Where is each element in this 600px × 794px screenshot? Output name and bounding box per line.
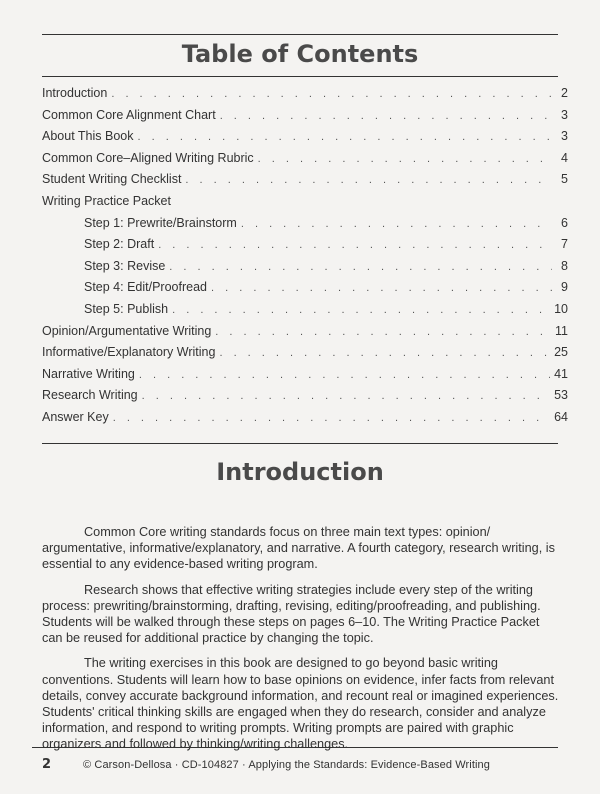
toc-entry-answer-key[interactable]: [42, 410, 568, 432]
toc-entry-alignment-chart[interactable]: [42, 108, 568, 130]
toc-entry-narrative-writing[interactable]: [42, 367, 568, 389]
dot-leader: [158, 239, 552, 251]
dot-leader: [139, 369, 550, 381]
toc-entry-label: Introduction: [42, 86, 108, 100]
toc-entry-informative-writing[interactable]: [42, 345, 568, 367]
toc-section-writing-practice-packet: [42, 194, 568, 216]
intro-body: [42, 524, 562, 762]
dot-leader: [113, 412, 550, 424]
toc-entry-label: About This Book: [42, 129, 134, 144]
toc-entry-step-3[interactable]: [42, 259, 568, 281]
toc-entry-page: 8: [561, 258, 568, 273]
toc-entry-page: 11: [555, 323, 568, 338]
toc-entry-opinion-writing[interactable]: [42, 324, 568, 346]
toc-entry-label: Step 3: Revise: [84, 258, 166, 273]
dot-leader: [111, 88, 552, 100]
dot-leader: [220, 110, 552, 122]
toc-title-rule: [42, 76, 558, 77]
toc-entry-writing-checklist[interactable]: [42, 172, 568, 194]
dot-leader: [142, 390, 550, 402]
toc-entry-step-2[interactable]: [42, 237, 568, 259]
dot-leader: [258, 153, 552, 165]
toc-entry-page: 53: [554, 388, 568, 403]
toc-entry-page: 7: [561, 237, 568, 252]
intro-title: Introduction: [216, 458, 384, 486]
section-divider-rule: [42, 443, 558, 444]
table-of-contents: [42, 86, 568, 432]
dot-leader: [241, 218, 552, 230]
toc-entry-label: Informative/Explanatory Writing: [42, 345, 216, 360]
toc-entry-step-5[interactable]: [42, 302, 568, 324]
toc-entry-label: Step 1: Prewrite/Brainstorm: [84, 215, 237, 230]
toc-entry-label: Narrative Writing: [42, 366, 135, 381]
toc-entry-label: Common Core–Aligned Writing Rubric: [42, 150, 254, 165]
toc-entry-page: 6: [561, 215, 568, 230]
toc-entry-label: Common Core Alignment Chart: [42, 107, 216, 122]
toc-entry-writing-rubric[interactable]: [42, 151, 568, 173]
toc-entry-step-4[interactable]: [42, 280, 568, 302]
dot-leader: [211, 282, 552, 294]
dot-leader: [185, 174, 552, 186]
dot-leader: [219, 347, 550, 359]
toc-entry-page: 10: [554, 301, 568, 316]
toc-entry-page: 9: [561, 280, 568, 295]
toc-entry-page: 4: [561, 150, 568, 165]
toc-entry-step-1[interactable]: [42, 216, 568, 238]
toc-entry-about-this-book[interactable]: [42, 129, 568, 151]
toc-entry-label: Answer Key: [42, 409, 109, 424]
dot-leader: [172, 304, 550, 316]
dot-leader: [138, 131, 553, 143]
toc-section-label: Writing Practice Packet: [42, 193, 171, 208]
toc-entry-research-writing[interactable]: [42, 388, 568, 410]
intro-paragraph: The writing exercises in this book are designed to go beyond basic writing conventions. Students will learn how to base opinions on evidence, infer facts from relevant details, convey accurate background information, and recount real or imagined experiences. Students' critical thinking skills are engaged when they do research, consider and analyze information, and respond to writing prompts. Writing prompts are paired with graphic organizers and followed by thinking/writing challenges.: [42, 656, 559, 752]
toc-entry-label: Step 5: Publish: [84, 301, 169, 316]
toc-entry-page: 41: [554, 366, 568, 381]
page-footer: [42, 757, 490, 772]
intro-paragraph: Common Core writing standards focus on three main text types: opinion/ argumentative, informative/explanatory, and narrative. A fourth category, research writing, is essential to any evidence-based writing program.: [42, 525, 555, 572]
toc-entry-page: 3: [561, 107, 568, 122]
toc-entry-label: Step 2: Draft: [84, 237, 155, 252]
footer-copyright: © Carson-Dellosa · CD-104827 · Applying the Standards: Evidence-Based Writing: [83, 759, 490, 771]
toc-entry-page: 25: [554, 345, 568, 360]
toc-entry-label: Step 4: Edit/Proofread: [84, 280, 207, 295]
top-rule: [42, 34, 558, 35]
intro-paragraph: Research shows that effective writing strategies include every step of the writing process: prewriting/brainstorming, drafting, revising, editing/proofreading, and publishing. Students will be walked through these steps on pages 6–10. The Writing Practice Packet can be reused for additional practice by changing the topic.: [42, 582, 541, 646]
toc-entry-label: Opinion/Argumentative Writing: [42, 323, 212, 338]
toc-entry-page: 2: [561, 86, 568, 100]
footer-rule: [32, 747, 558, 748]
toc-entry-introduction[interactable]: [42, 86, 568, 108]
dot-leader: [215, 326, 551, 338]
dot-leader: [169, 261, 552, 273]
toc-title: Table of Contents: [181, 40, 419, 68]
toc-entry-page: 64: [554, 409, 568, 424]
toc-entry-page: 3: [561, 129, 568, 144]
footer-page-number: 2: [42, 757, 52, 772]
toc-entry-label: Student Writing Checklist: [42, 172, 182, 187]
toc-entry-label: Research Writing: [42, 388, 138, 403]
toc-entry-page: 5: [561, 172, 568, 187]
